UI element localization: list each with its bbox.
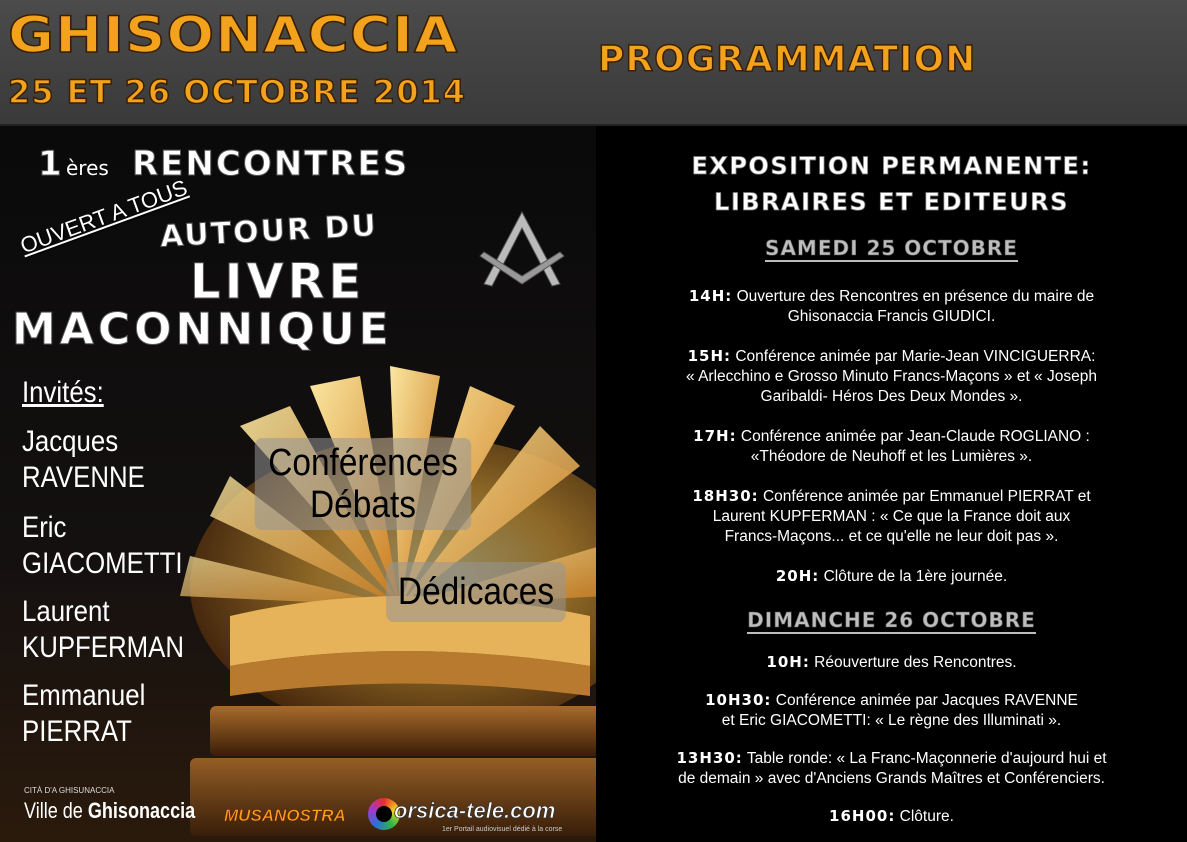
- event-time: 17H:: [693, 427, 737, 445]
- city-logo-small-text: CITÀ D'A GHISUNACCIA: [24, 786, 115, 795]
- event-time: 18H30:: [692, 487, 759, 505]
- corsica-tele-tagline: 1er Portail audiovisuel dédié à la corse: [442, 826, 563, 833]
- guest-first-name: Jacques: [22, 425, 119, 458]
- box-line: Débats: [310, 484, 416, 526]
- event-dates: 25 ET 26 OCTOBRE 2014: [8, 73, 466, 111]
- musanostra-logo: MUSANOSTRA: [224, 806, 346, 825]
- program-event: 10H30: Conférence animée par Jacques RAVENNE et Eric GIACOMETTI: « Le règne des Illuminati ».: [705, 691, 1078, 729]
- event-time: 13H30:: [676, 749, 743, 767]
- autour-du-heading: AUTOUR DU: [159, 208, 379, 255]
- program-event: 14H: Ouverture des Rencontres en présence du maire de Ghisonaccia Francis GIUDICI.: [688, 287, 1095, 325]
- program-event: 17H: Conférence animée par Jean-Claude ROGLIANO : «Théodore de Neuhoff et les Lumières ».: [693, 427, 1090, 465]
- city-logo: Ville de Ghisonaccia: [24, 798, 196, 823]
- conferences-debats-box: [255, 438, 471, 530]
- program-event: 15H: Conférence animée par Marie-Jean VINCIGUERRA: « Arlecchino e Grosso Minuto Francs-Maçons » et « Joseph Garibaldi- Héros Des Deux Mondes ».: [686, 347, 1097, 405]
- ouvert-a-tous-label: OUVERT A TOUS: [16, 174, 191, 259]
- event-time: 10H30:: [705, 691, 772, 709]
- corsica-tele-name: orsica-tele.com: [394, 798, 556, 823]
- edition-suffix: ères: [66, 156, 109, 180]
- exposition-title: EXPOSITION PERMANENTE:: [691, 152, 1092, 180]
- rencontres-heading: RENCONTRES: [132, 144, 410, 184]
- program-panel: [596, 126, 1187, 842]
- guest-last-name: PIERRAT: [22, 715, 132, 748]
- program-event: 10H: Réouverture des Rencontres.: [766, 653, 1017, 671]
- maconnique-heading: MACONNIQUE: [12, 304, 393, 355]
- invites-label: Invités:: [22, 376, 104, 409]
- day-heading-saturday: SAMEDI 25 OCTOBRE: [765, 236, 1018, 260]
- event-time: 16H00:: [829, 807, 896, 825]
- event-time: 14H:: [688, 287, 733, 305]
- guest-last-name: KUPFERMAN: [22, 631, 184, 664]
- programmation-title: PROGRAMMATION: [598, 39, 977, 80]
- guest-last-name: GIACOMETTI: [22, 547, 183, 580]
- header-band: [0, 0, 1187, 126]
- box-line: Conférences: [268, 442, 458, 484]
- program-event: 20H: Clôture de la 1ère journée.: [775, 567, 1008, 585]
- event-time: 20H:: [775, 567, 820, 585]
- exposition-subtitle: LIBRAIRES ET EDITEURS: [714, 188, 1069, 216]
- event-time: 10H:: [766, 653, 810, 671]
- corsica-tele-logo: [368, 798, 578, 838]
- program-event: 18H30: Conférence animée par Emmanuel PIERRAT et Laurent KUPFERMAN : « Ce que la France doit aux Francs-Maçons... et ce qu'elle ne leur doit pas ».: [692, 487, 1091, 545]
- program-event: 13H30: Table ronde: « La Franc-Maçonnerie d'aujourd hui et de demain » avec d'Anciens Grands Maîtres et Conférenciers.: [676, 749, 1107, 787]
- edition-number: 1: [38, 144, 62, 184]
- guest-first-name: Eric: [22, 511, 67, 544]
- guest-first-name: Laurent: [22, 595, 110, 628]
- guest-last-name: RAVENNE: [22, 461, 145, 494]
- program-event: 16H00: Clôture.: [829, 807, 954, 825]
- day-heading-sunday: DIMANCHE 26 OCTOBRE: [747, 608, 1036, 632]
- event-time: 15H:: [687, 347, 732, 365]
- guest-first-name: Emmanuel: [22, 679, 146, 712]
- poster-panel: [0, 126, 596, 842]
- town-title: GHISONACCIA: [8, 6, 459, 64]
- square-and-compass-icon: [474, 208, 570, 288]
- livre-heading: LIVRE: [190, 254, 366, 310]
- dedicaces-box: Dédicaces: [386, 562, 566, 622]
